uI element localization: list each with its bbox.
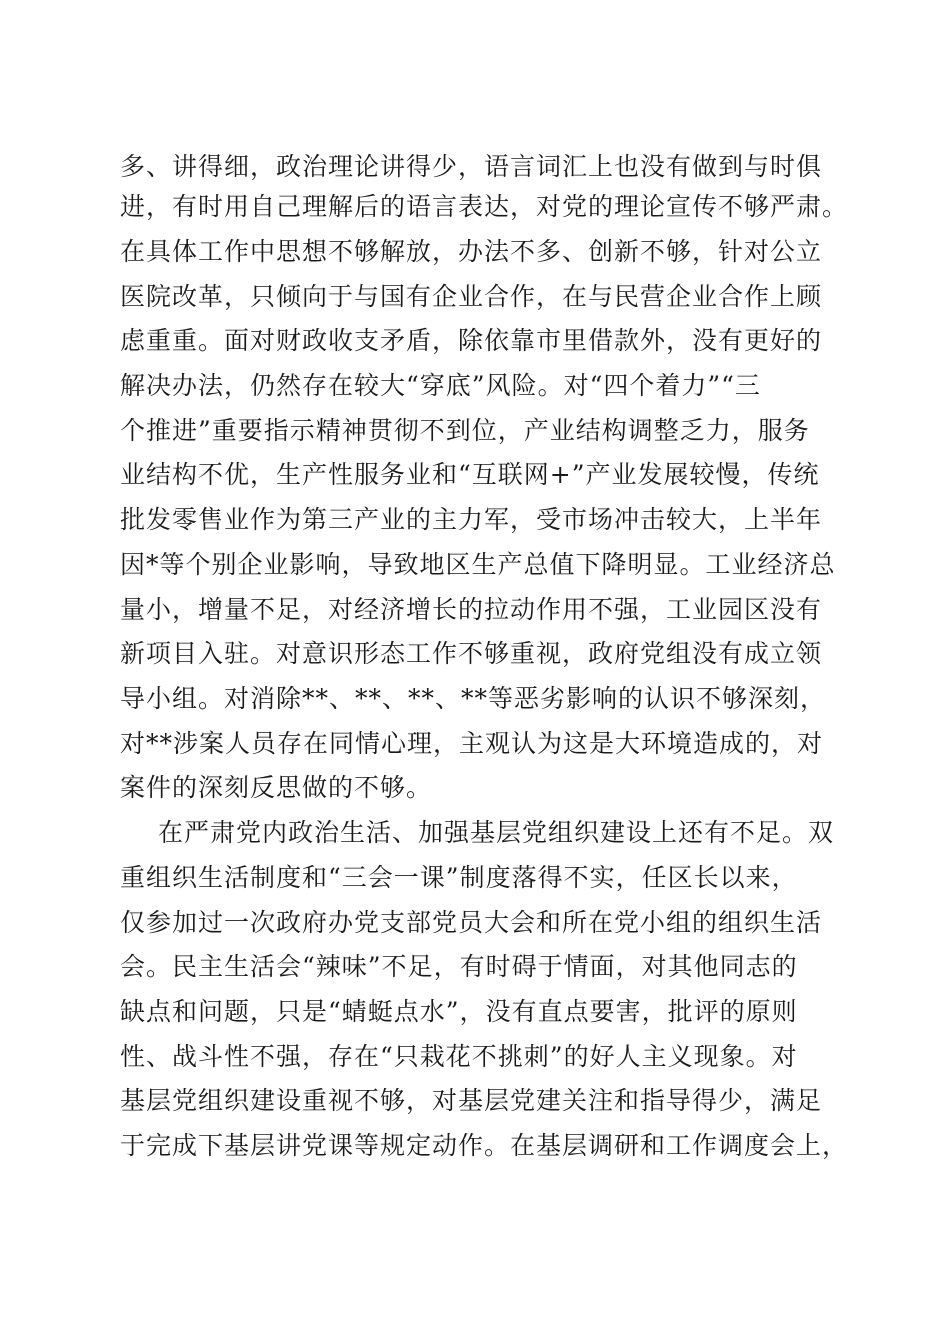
text-line: 对**涉案人员存在同情心理，主观认为这是大环境造成的，对 bbox=[120, 729, 824, 758]
text-line: 仅参加过一次政府办党支部党员大会和所在党小组的组织生活 bbox=[120, 908, 823, 937]
text-line: 案件的深刻反思做的不够。 bbox=[120, 773, 433, 802]
text-line: 多、讲得细，政治理论讲得少，语言词汇上也没有做到与时俱 bbox=[120, 152, 823, 181]
text-line: 业结构不优，生产性服务业和“互联网+”产业发展较慢，传统 bbox=[120, 460, 820, 489]
text-line: 性、战斗性不强，存在“只栽花不挑刺”的好人主义现象。对 bbox=[120, 1042, 798, 1071]
text-line: 在具体工作中思想不够解放，办法不多、创新不够，针对公立 bbox=[120, 237, 823, 266]
text-line: 个推进”重要指示精神贯彻不到位，产业结构调整乏力，服务 bbox=[120, 416, 810, 445]
text-line: 基层党组织建设重视不够，对基层党建关注和指导得少，满足 bbox=[120, 1086, 823, 1115]
text-line: 因*等个别企业影响，导致地区生产总值下降明显。工业经济总 bbox=[120, 550, 836, 579]
text-line: 虑重重。面对财政收支矛盾，除依靠市里借款外，没有更好的 bbox=[120, 326, 823, 355]
text-line: 医院改革，只倾向于与国有企业合作，在与民营企业合作上顾 bbox=[120, 282, 823, 311]
text-line: 在严肃党内政治生活、加强基层党组织建设上还有不足。双 bbox=[158, 818, 835, 847]
text-line: 重组织生活制度和“三会一课”制度落得不实，任区长以来， bbox=[120, 863, 798, 892]
text-line: 缺点和问题，只是“蜻蜓点水”，没有直点要害，批评的原则 bbox=[120, 997, 798, 1026]
text-line: 批发零售业作为第三产业的主力军，受市场冲击较大，上半年 bbox=[120, 505, 823, 534]
text-line: 进，有时用自己理解后的语言表达，对党的理论宣传不够严肃。 bbox=[120, 192, 849, 221]
text-line: 会。民主生活会“辣味”不足，有时碍于情面，对其他同志的 bbox=[120, 952, 798, 981]
text-line: 量小，增量不足，对经济增长的拉动作用不强，工业园区没有 bbox=[120, 595, 823, 624]
text-line: 于完成下基层讲党课等规定动作。在基层调研和工作调度会上， bbox=[120, 1131, 849, 1160]
text-line: 导小组。对消除**、**、**、**等恶劣影响的认识不够深刻， bbox=[120, 684, 827, 713]
text-line: 解决办法，仍然存在较大“穿底”风险。对“四个着力”“三 bbox=[120, 371, 761, 400]
text-line: 新项目入驻。对意识形态工作不够重视，政府党组没有成立领 bbox=[120, 639, 823, 668]
